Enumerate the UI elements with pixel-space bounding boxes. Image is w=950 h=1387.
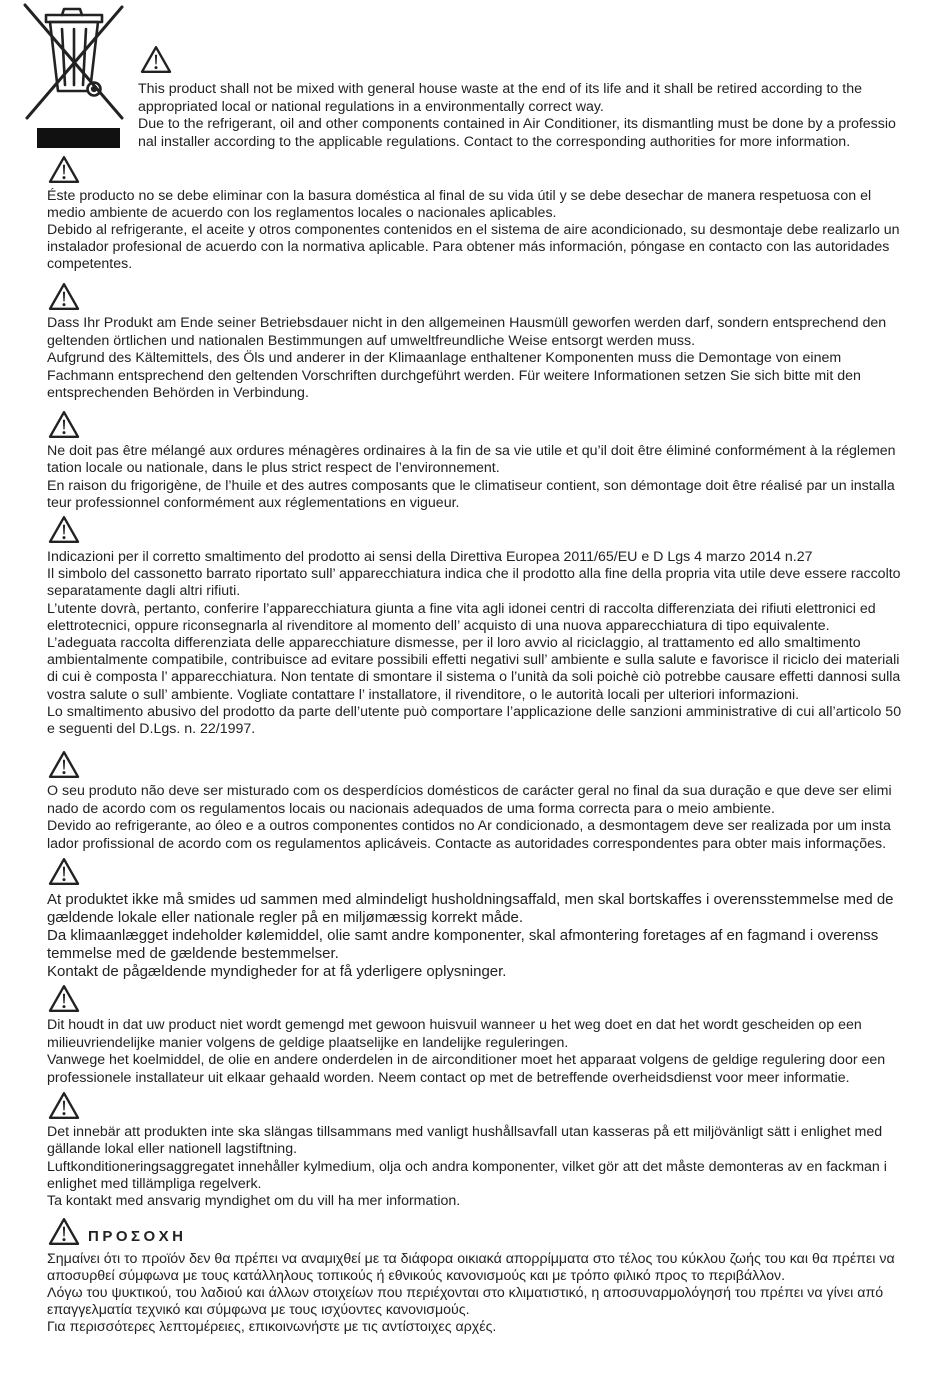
german-text-line: entsprechenden Behörden in Verbindung. <box>47 385 309 401</box>
italian-text-line: di cui è composta l’ apparecchiatura. Non tentate di smontare il sistema o l’unità da soli poichè ciò potrebbe causare effetti dannosi sulla <box>47 669 901 686</box>
warning-triangle-icon <box>48 410 80 439</box>
german-text-line: Fachmann entsprechend den geltenden Vorschriften durchgeführt werden. Für weitere Informationen setzen Sie sich bitte mit den <box>47 367 861 384</box>
italian-text-line: elettrotecnici, oppure riconsegnarla al rivenditore al momento dell’ acquisto di una nuova apparecchiatura di tipo equivalente. <box>47 617 830 634</box>
german-text-line: Aufgrund des Kältemittels, des Öls und anderer in der Klimaanlage enthaltener Komponenten muss die Demontage von einem <box>47 350 842 366</box>
greek-text-line: Για περισσότερες λεπτομέρειες, επικοινωνήστε με τις αντίστοιχες αρχές. <box>47 1319 497 1335</box>
spanish-text-line: competentes. <box>47 256 133 272</box>
warning-triangle-icon <box>48 155 80 184</box>
french-text-line: tation locale ou nationale, dans le plus strict respect de l’environnement. <box>47 460 500 477</box>
dutch-text-line: Vanwege het koelmiddel, de olie en andere onderdelen in de airconditioner moet het apparaat volgens de geldige regulering door een <box>47 1052 886 1069</box>
portuguese-text-line: O seu produto não deve ser misturado com os desperdícios domésticos de carácter geral no final da sua duração e que deve ser elimi <box>47 783 892 799</box>
english-text-line: nal installer according to the applicable regulations. Contact to the corresponding authorities for more information. <box>138 133 851 150</box>
danish-text-line: At produktet ikke må smides ud sammen med almindeligt husholdningsaffald, men skal bortskaffes i overensstemmelse med de <box>47 891 894 908</box>
italian-text-line: e seguenti del D.Lgs. n. 22/1997. <box>47 721 256 738</box>
swedish-notice <box>47 1124 887 1210</box>
swedish-text-line: enlighet med tillämpliga regelverk. <box>47 1175 262 1192</box>
spanish-text-line: instalador profesional de acuerdo con la normativa aplicable. Para obtener más información, póngase en contacto con las autoridades <box>47 239 890 255</box>
greek-text-line: Σημαίνει ότι το προϊόν δεν θα πρέπει να αναμιχθεί με τα διάφορα οικιακά απορρίμματα στο τέλος του κύκλου ζωής του και θα πρέπει να <box>47 1251 895 1267</box>
swedish-text-line: Ta kontakt med ansvarig myndighet om du vill ha mer information. <box>47 1193 461 1209</box>
warning-triangle-icon <box>48 750 80 779</box>
swedish-text-line: gällande lokal eller nationell lagstiftning. <box>47 1141 298 1158</box>
portuguese-text-line: nado de acordo com os regulamentos locais ou nacionais adequados de uma forma correcta para o meio ambiente. <box>47 800 775 817</box>
greek-text-line: επαγγελματία τεχνικό και σύμφωνα με τους ισχύοντες κανονισμούς. <box>47 1302 470 1318</box>
black-bar-marking <box>37 128 120 148</box>
spanish-text-line: Debido al refrigerante, el aceite y otros componentes contenidos en el sistema de aire acondicionado, su desmontaje debe realizarlo un <box>47 222 900 238</box>
french-text-line: Ne doit pas être mélangé aux ordures ménagères ordinaires à la fin de sa vie utile et qu’il doit être éliminé conformément à la réglemen <box>47 443 896 459</box>
german-notice <box>47 315 886 403</box>
english-notice <box>138 81 896 151</box>
warning-triangle-icon <box>140 45 172 74</box>
spanish-text-line: Éste producto no se debe eliminar con la basura doméstica al final de su vida útil y se debe desechar de manera respetuosa con el <box>47 188 872 204</box>
english-text-line: Due to the refrigerant, oil and other components contained in Air Conditioner, its dismantling must be done by a professio <box>138 116 896 133</box>
italian-text-line: ambientalmente compatibile, contribuisce ad evitare possibili effetti negativi sull’ ambiente e sulla salute e favorisce il riciclo dei materiali <box>47 652 900 669</box>
italian-text-line: L’utente dovrà, pertanto, conferire l’apparecchiatura giunta a fine vita agli idonei centri di raccolta differenziata dei rifiuti elettronici ed <box>47 600 876 617</box>
swedish-text-line: Luftkonditioneringsaggregatet innehåller kylmedium, olja och andra komponenter, vilket gör att det måste demonteras av en fackman i <box>47 1158 887 1175</box>
greek-text-line: αποσυρθεί σύμφωνα με τους κατάλληλους τοπικούς ή εθνικούς κανονισμούς και με τρόπο φιλικό προς το περιβάλλον. <box>47 1268 786 1284</box>
italian-text-line: Il simbolo del cassonetto barrato riportato sull’ apparecchiatura indica che il prodotto alla fine della propria vita utile deve essere raccolto <box>47 566 901 583</box>
english-text-line: appropriated local or national regulations in a environmentally correct way. <box>138 98 604 115</box>
warning-triangle-icon <box>48 282 80 311</box>
portuguese-text-line: Devido ao refrigerante, ao óleo e a outros componentes contidos no Ar condicionado, a desmontagem deve ser realizada por um insta <box>47 818 891 835</box>
italian-text-line: Lo smaltimento abusivo del prodotto da parte dell’utente può comportare l’applicazione delle sanzioni amministrative di cui all’articolo 50 <box>47 703 902 720</box>
german-text-line: geltenden örtlichen und nationalen Bestimmungen auf umweltfreundliche Weise entsorgt werden muss. <box>47 332 696 349</box>
italian-text-line: L’adeguata raccolta differenziata delle apparecchiature dismesse, per il loro avvio al riciclaggio, al trattamento ed allo smaltimento <box>47 635 861 652</box>
warning-triangle-icon <box>48 1091 80 1120</box>
german-text-line: Dass Ihr Produkt am Ende seiner Betriebsdauer nicht in den allgemeinen Hausmüll geworfen werden darf, sondern entsprechend den <box>47 315 887 331</box>
greek-notice <box>47 1251 895 1336</box>
dutch-text-line: Dit houdt in dat uw product niet wordt gemengd met gewoon huisvuil wanneer u het weg doet en dat het wordt gescheiden op een <box>47 1017 862 1033</box>
danish-text-line: Da klimaanlægget indeholder kølemiddel, olie samt andre komponenter, skal afmontering foretages af en fagmand i overenss <box>47 927 879 944</box>
dutch-notice <box>47 1017 885 1088</box>
english-text-line: This product shall not be mixed with general house waste at the end of its life and it shall be retired according to the <box>138 81 862 97</box>
warning-triangle-icon <box>48 857 80 886</box>
spanish-notice <box>47 188 900 273</box>
dutch-text-line: milieuvriendelijke manier volgens de geldige plaatselijke en landelijke reguleringen. <box>47 1034 569 1051</box>
dutch-text-line: professionele installateur uit elkaar gehaald worden. Neem contact op met de betreffende overheidsdienst voor meer informatie. <box>47 1070 850 1087</box>
swedish-text-line: Det innebär att produkten inte ska slängas tillsammans med vanligt hushållsavfall utan kasseras på ett miljövänligt sätt i enlighet med <box>47 1124 883 1140</box>
spanish-text-line: medio ambiente de acuerdo con los reglamentos locales o nacionales aplicables. <box>47 205 557 221</box>
danish-text-line: gældende lokale eller nationale regler på en miljømæssig korrekt måde. <box>47 909 524 926</box>
italian-notice <box>47 549 901 738</box>
warning-triangle-icon <box>48 1217 80 1246</box>
italian-text-line: separatamente dagli altri rifiuti. <box>47 583 241 600</box>
french-text-line: En raison du frigorigène, de l’huile et des autres composants que le climatiseur contient, son démontage doit être réalisé par un installa <box>47 477 895 494</box>
danish-text-line: temmelse med de gældende bestemmelser. <box>47 945 339 962</box>
italian-text-line: vostra salute o sull’ ambiente. Vogliate contattare l’ installatore, il rivenditore, o le autorità locali per ulteriori informazioni. <box>47 686 800 703</box>
greek-warning-heading: ΠΡΟΣΟΧΗ <box>88 1228 187 1245</box>
greek-text-line: Λόγω του ψυκτικού, του λαδιού και άλλων στοιχείων που περιέχονται στο κλιματιστικό, η αποσυναρμολόγησή του πρέπει να γίνει από <box>47 1285 884 1301</box>
warning-triangle-icon <box>48 984 80 1013</box>
french-notice <box>47 443 896 513</box>
crossed-out-wheelie-bin-icon <box>22 3 125 121</box>
italian-text-line: Indicazioni per il corretto smaltimento del prodotto ai sensi della Direttiva Europea 2011/65/EU e D Lgs 4 marzo 2014 n.27 <box>47 549 813 565</box>
danish-notice <box>47 891 894 981</box>
portuguese-notice <box>47 783 892 854</box>
danish-text-line: Kontakt de pågældende myndigheder for at få yderligere oplysninger. <box>47 963 507 980</box>
portuguese-text-line: lador profissional de acordo com os regulamentos aplicáveis. Contacte as autoridades correspondentes para obter mais informações. <box>47 836 887 853</box>
crossed-out-wheelie-bin-graphic <box>22 3 125 121</box>
french-text-line: teur professionnel conformément aux réglementations en vigueur. <box>47 495 460 512</box>
warning-triangle-icon <box>48 515 80 544</box>
